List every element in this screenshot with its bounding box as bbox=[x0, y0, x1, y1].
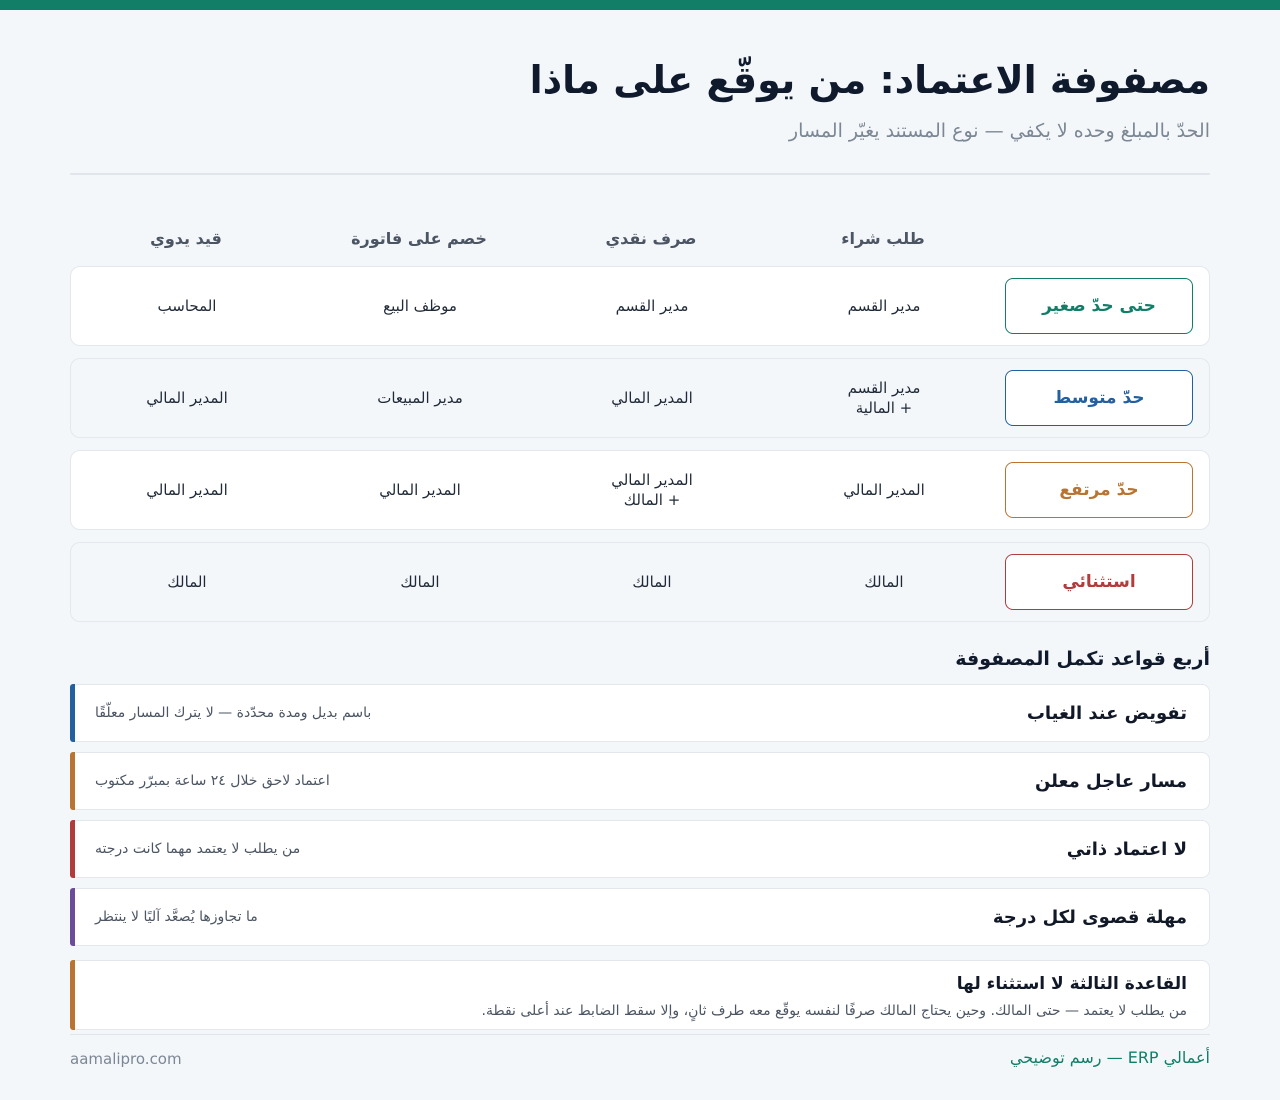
page-title: مصفوفة الاعتماد: من يوقّع على ماذا bbox=[529, 58, 1210, 102]
callout-card bbox=[70, 960, 1210, 1030]
rule-card bbox=[70, 820, 1210, 878]
matrix-cell: المدير المالي bbox=[146, 481, 228, 499]
matrix-row-high bbox=[70, 450, 1210, 530]
rule-title: تفويض عند الغياب bbox=[1026, 702, 1187, 724]
matrix-cell: المدير المالي bbox=[611, 389, 693, 407]
column-header-cash-disbursement: صرف نقدي bbox=[605, 229, 697, 248]
matrix-cell: المحاسب bbox=[157, 297, 217, 315]
rules-title: أربع قواعد تكمل المصفوفة bbox=[955, 648, 1210, 670]
rule-title: مسار عاجل معلن bbox=[1034, 770, 1187, 792]
callout-accent bbox=[70, 960, 75, 1030]
matrix-cell: موظف البيع bbox=[383, 297, 457, 315]
rule-description: اعتماد لاحق خلال ٢٤ ساعة بمبرّر مكتوب bbox=[95, 773, 330, 789]
rule-accent bbox=[70, 820, 75, 878]
page-subtitle: الحدّ بالمبلغ وحده لا يكفي — نوع المستند يغيّر المسار bbox=[788, 120, 1210, 142]
matrix-row-small bbox=[70, 266, 1210, 346]
matrix-row-exceptional bbox=[70, 542, 1210, 622]
rule-card bbox=[70, 888, 1210, 946]
matrix-cell: مدير القسم bbox=[615, 297, 689, 315]
matrix-cell: المالك bbox=[167, 573, 207, 591]
tier-badge: استثنائي bbox=[1005, 554, 1193, 610]
footer-divider bbox=[70, 1034, 1210, 1035]
matrix-cell: مدير المبيعات bbox=[377, 389, 463, 407]
matrix-cell: مدير القسم + المالية bbox=[847, 379, 921, 417]
rule-card bbox=[70, 684, 1210, 742]
matrix-cell: المدير المالي bbox=[379, 481, 461, 499]
tier-badge: حدّ مرتفع bbox=[1005, 462, 1193, 518]
matrix-cell: المدير المالي bbox=[146, 389, 228, 407]
matrix-cell: المالك bbox=[864, 573, 904, 591]
rule-description: باسم بديل ومدة محدّدة — لا يترك المسار معلّقًا bbox=[95, 705, 372, 721]
column-header-invoice-discount: خصم على فاتورة bbox=[351, 229, 487, 248]
top-accent-bar bbox=[0, 0, 1280, 10]
header-divider bbox=[70, 173, 1210, 175]
matrix-row-medium bbox=[70, 358, 1210, 438]
rule-title: مهلة قصوى لكل درجة bbox=[992, 906, 1187, 928]
tier-badge: حدّ متوسط bbox=[1005, 370, 1193, 426]
rule-accent bbox=[70, 752, 75, 810]
matrix-cell: المالك bbox=[632, 573, 672, 591]
matrix-cell: مدير القسم bbox=[847, 297, 921, 315]
rule-description: ما تجاوزها يُصعَّد آليًا لا ينتظر bbox=[95, 909, 258, 925]
callout-body: من يطلب لا يعتمد — حتى المالك. وحين يحتاج المالك صرفًا لنفسه يوقّع معه طرف ثانٍ، وإلا سقط الضابط عند أعلى نقطة. bbox=[481, 1003, 1187, 1019]
rule-card bbox=[70, 752, 1210, 810]
footer-site: aamalipro.com bbox=[70, 1050, 182, 1068]
callout-title: القاعدة الثالثة لا استثناء لها bbox=[956, 974, 1187, 994]
footer-brand: أعمالي ERP — رسم توضيحي bbox=[1009, 1048, 1210, 1067]
rule-title: لا اعتماد ذاتي bbox=[1066, 838, 1187, 860]
column-header-purchase-request: طلب شراء bbox=[841, 229, 925, 248]
matrix-cell: المدير المالي bbox=[843, 481, 925, 499]
column-header-manual-entry: قيد يدوي bbox=[150, 229, 222, 248]
tier-badge: حتى حدّ صغير bbox=[1005, 278, 1193, 334]
rule-accent bbox=[70, 888, 75, 946]
matrix-cell: المالك bbox=[400, 573, 440, 591]
rule-description: من يطلب لا يعتمد مهما كانت درجته bbox=[95, 841, 301, 857]
rule-accent bbox=[70, 684, 75, 742]
matrix-cell: المدير المالي + المالك bbox=[611, 471, 693, 509]
